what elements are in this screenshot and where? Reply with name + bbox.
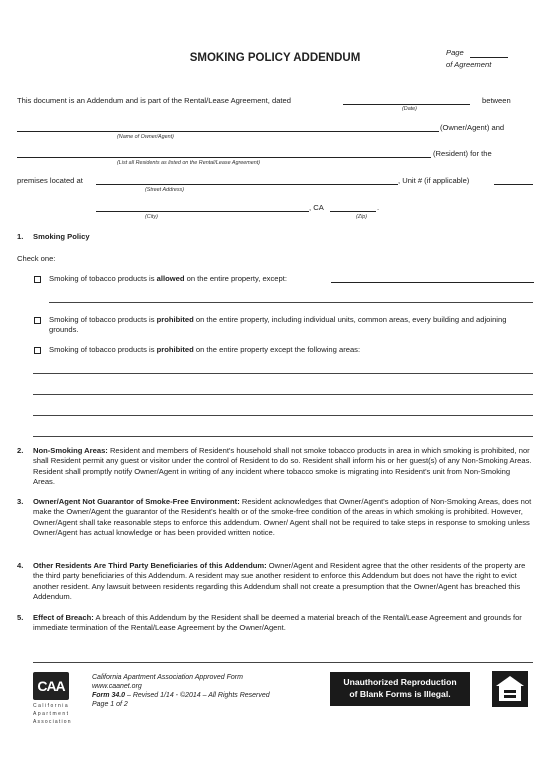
zip-caption: (Zip): [356, 214, 368, 220]
section-5-number: 5.: [17, 613, 24, 622]
warning-line-2: of Blank Forms is Illegal.: [349, 689, 451, 699]
section-2-paragraph: Non-Smoking Areas: Resident and members of Resident's household shall not smoke tobacco products in area in which smoking is prohibited, nor shall Resident permit any guest or visitor under the control of Resident to do so. Resident shall inform his or her guest(s) of any Non-Smoking Areas. Resident shall promptly notify Owner/Agent in writing of any incident where tobacco smoke is migrating into Resident's unit from Non-Smoking Areas.: [33, 446, 532, 487]
caa-logo-line-2: Apartment: [33, 711, 70, 717]
resident-caption: (List all Residents as listed on the Rental/Lease Agreement): [117, 160, 261, 166]
caa-logo-line-1: California: [33, 703, 70, 709]
unit-label: , Unit # (if applicable): [398, 176, 470, 185]
footer-info: [92, 673, 322, 709]
agreement-date-field[interactable]: [343, 104, 470, 105]
allowed-areas-line-4[interactable]: [33, 436, 533, 437]
reproduction-warning-box: [330, 672, 470, 706]
owner-name-field[interactable]: [17, 131, 439, 132]
section-3-paragraph: Owner/Agent Not Guarantor of Smoke-Free Environment: Resident acknowledges that Owner/Agent's adoption of Non-Smoking Areas, does not make the Owner/Agent the guarantor of the Resident's health or of the smoke-free condition of the areas in which smoking is prohibited. However, Owner/Agent shall take reasonable steps to enforce this addendum. Owner/ Agent shall not be required to take steps in response to smoking unless Owner/Agent has actual knowledge or has been provided written notice.: [33, 497, 532, 538]
caa-logo: [33, 672, 73, 742]
option-prohibited-entire-text: Smoking of tobacco products is prohibited on the entire property, including individual units, common areas, every building and adjoining grounds.: [49, 315, 507, 335]
prohibited-entire-checkbox[interactable]: [34, 317, 41, 324]
option-allowed-text: Smoking of tobacco products is allowed on the entire property, except:: [49, 274, 287, 283]
premises-label: premises located at: [17, 176, 83, 185]
option-prohibited-except-text: Smoking of tobacco products is prohibited on the entire property except the following areas:: [49, 345, 361, 354]
page-number-field[interactable]: [470, 57, 508, 58]
between-label: between: [482, 96, 511, 105]
section-3-number: 3.: [17, 497, 24, 506]
page-title: SMOKING POLICY ADDENDUM: [189, 52, 361, 64]
approved-form-text: California Apartment Association Approved Form: [92, 674, 243, 681]
ca-label: , CA: [309, 203, 324, 212]
section-1-number: 1.: [17, 232, 24, 241]
period-label: .: [377, 203, 380, 212]
footer-divider: [33, 662, 533, 663]
allowed-exceptions-line-2[interactable]: [49, 302, 533, 303]
section-2-number: 2.: [17, 446, 24, 455]
section-4-number: 4.: [17, 561, 24, 570]
owner-caption: (Name of Owner/Agent): [117, 134, 174, 140]
section-1-title: Smoking Policy: [33, 232, 90, 241]
allowed-exceptions-field[interactable]: [331, 282, 534, 283]
allowed-areas-line-2[interactable]: [33, 394, 533, 395]
owner-suffix-label: (Owner/Agent) and: [440, 123, 505, 132]
city-caption: (City): [145, 214, 158, 220]
allowed-areas-line-1[interactable]: [33, 373, 533, 374]
check-one-label: Check one:: [17, 254, 56, 263]
website-text: www.caanet.org: [92, 683, 142, 690]
zip-field[interactable]: [330, 211, 376, 212]
of-agreement-label: of Agreement: [446, 60, 492, 69]
equal-housing-icon: [492, 671, 528, 707]
caa-logo-mark: CAA: [33, 672, 69, 700]
street-address-field[interactable]: [96, 184, 398, 185]
resident-suffix-label: (Resident) for the: [433, 149, 492, 158]
section-4-paragraph: Other Residents Are Third Party Beneficiaries of this Addendum: Owner/Agent and Resident agree that the other residents of the property are the third party beneficiaries of this Addendum. A resident may sue another resident to enforce this Addendum but does not have the right to evict another resident. Any lawsuit between residents regarding this Addendum shall not create a presumption that the Owner/Agent has breached this Addendum.: [33, 561, 526, 602]
street-caption: (Street Address): [145, 187, 185, 193]
intro-text: This document is an Addendum and is part of the Rental/Lease Agreement, dated: [17, 96, 291, 105]
allowed-checkbox[interactable]: [34, 276, 41, 283]
prohibited-except-checkbox[interactable]: [34, 347, 41, 354]
page-label: Page: [446, 48, 464, 57]
date-caption: (Date): [402, 106, 417, 112]
warning-line-1: Unauthorized Reproduction: [343, 677, 457, 687]
caa-logo-line-3: Association: [33, 719, 72, 725]
page-count-text: Page 1 of 2: [92, 701, 128, 708]
city-field[interactable]: [96, 211, 309, 212]
section-5-paragraph: Effect of Breach: A breach of this Addendum by the Resident shall be deemed a material breach of the Rental/Lease Agreement and grounds for immediate termination of the Rental/Lease Agreement by the Owner/Agent.: [33, 613, 522, 633]
allowed-areas-line-3[interactable]: [33, 415, 533, 416]
resident-names-field[interactable]: [17, 157, 431, 158]
form-revision-text: Form 34.0 – Revised 1/14 - ©2014 – All Rights Reserved: [92, 692, 270, 699]
unit-number-field[interactable]: [494, 184, 533, 185]
